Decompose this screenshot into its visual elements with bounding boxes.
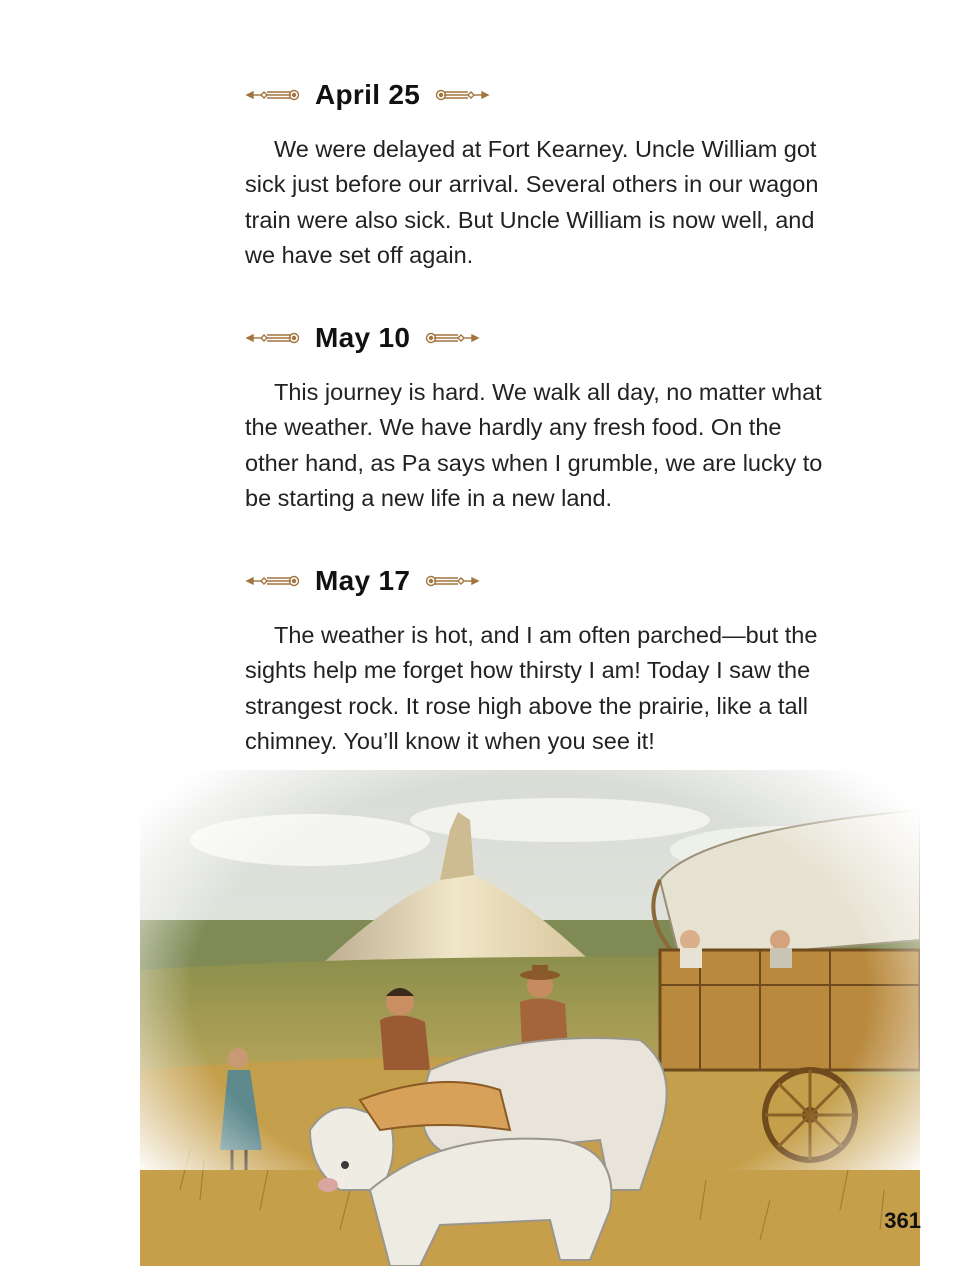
ornament-right-icon xyxy=(434,87,490,103)
diary-entry xyxy=(245,78,835,273)
entry-date: May 17 xyxy=(315,565,411,596)
entry-heading xyxy=(245,321,835,355)
entry-text: The weather is hot, and I am often parched—but the sights help me forget how thirsty I am! Today I saw the strangest rock. It rose high above the prairie, like a tall chimney. You’ll know it when you see it! xyxy=(245,622,818,754)
ornament-left-icon xyxy=(245,87,301,103)
prairie-wagon-illustration xyxy=(140,770,920,1266)
entry-heading xyxy=(245,564,835,598)
diary-entry xyxy=(245,321,835,516)
ornament-right-icon xyxy=(424,330,480,346)
diary-entry xyxy=(245,564,835,759)
entry-date: May 10 xyxy=(315,322,411,353)
ornament-right-icon xyxy=(424,573,480,589)
entry-date: April 25 xyxy=(315,79,421,110)
ornament-left-icon xyxy=(245,330,301,346)
ornament-left-icon xyxy=(245,573,301,589)
entry-text: This journey is hard. We walk all day, no matter what the weather. We have hardly any fresh food. On the other hand, as Pa says when I grumble, we are lucky to be starting a new life in a new land. xyxy=(245,379,823,511)
page-number: 361 xyxy=(884,1208,921,1233)
entry-heading xyxy=(245,78,835,112)
entry-text: We were delayed at Fort Kearney. Uncle William got sick just before our arrival. Several others in our wagon train were also sick. But Uncle William is now well, and we have set off again. xyxy=(245,136,819,268)
